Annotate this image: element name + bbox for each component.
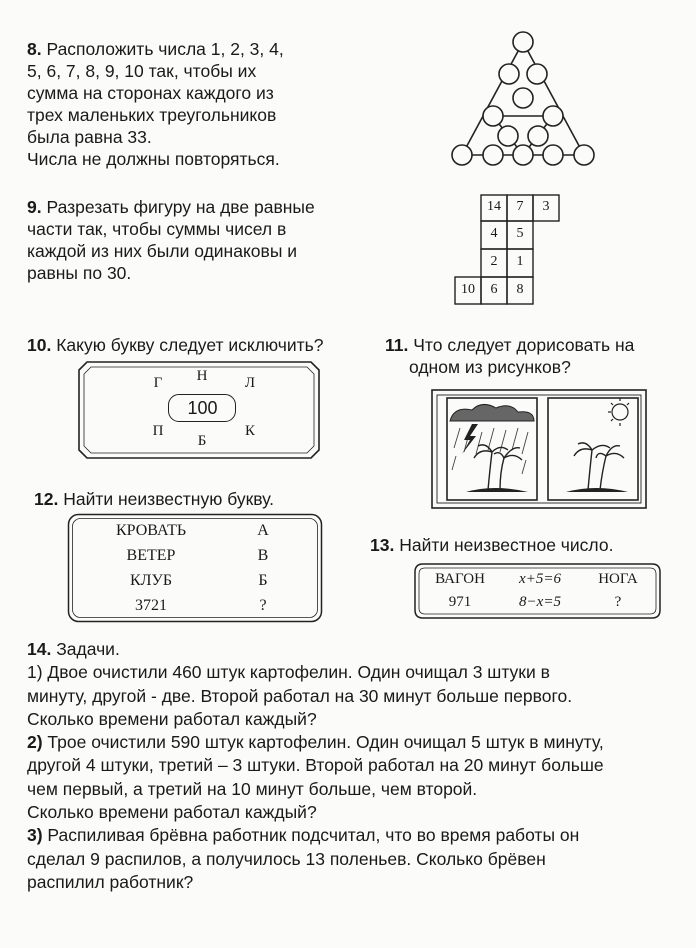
sun-icon xyxy=(608,398,629,426)
equation: x+5=6 xyxy=(519,571,561,587)
task9-line: каждой из них были одинаковы и xyxy=(27,241,298,261)
letters-frame xyxy=(77,360,321,460)
letter: Н xyxy=(196,368,208,384)
problem-3-line: 3) Распиливая брёвна работник подсчитал, что во время работы он xyxy=(27,825,580,846)
problem-2-line: чем первый, а третий на 10 минут больше, чем второй. xyxy=(27,778,478,799)
triangle-circle xyxy=(574,145,594,165)
task11-number: 11. xyxy=(385,335,409,355)
word: ВЕТЕР xyxy=(126,547,176,564)
triangle-circle xyxy=(543,106,563,126)
triangle-circle xyxy=(499,64,519,84)
task11-heading: 11. Что следует дорисовать на одном из рисунков? xyxy=(385,335,635,377)
problem-1-line: 1) Двое очистили 460 штук картофелин. Один очищал 3 штуки в xyxy=(27,662,550,683)
task8-line: Числа не должны повторяться. xyxy=(27,149,280,169)
letter: Л xyxy=(244,375,256,391)
triangle-circle xyxy=(513,145,533,165)
island-icon xyxy=(466,488,528,492)
task8-line: 8. Расположить числа 1, 2, 3, 4, xyxy=(27,39,284,59)
word: КРОВАТЬ xyxy=(115,522,187,539)
task9-line: части так, чтобы суммы чисел в xyxy=(27,219,287,239)
problem-1-line: минуту, другой - две. Второй работал на 30 минут больше первого. xyxy=(27,685,573,706)
grid-cell: 7 xyxy=(516,199,524,214)
triangle-circle xyxy=(528,126,548,146)
task14-text: 14. Задачи. 1) Двое очистили 460 штук картофелин. Один очищал 3 штуки в минуту, другой - две. Второй работал на 30 минут больше первого. Сколько времени работал каждый? 2) Трое очистили 590 штук картофелин. Один очищал 5 штук в минуту, другой 4 штуки, третий – 3 штуки. Второй работал на 20 минут больше чем первый, а третий на 10 минут больше, чем второй. Сколько времени работал каждый? 3) Распиливая брёвна работник подсчитал, что во время работы он сделал 9 распилов, а получилось 13 поленьев. Сколько брёвен распилил работник? xyxy=(27,638,604,894)
triangle-circle xyxy=(513,32,533,52)
problem-2-line: другой 4 штуки, третий – 3 штуки. Второй работал на 20 минут больше xyxy=(27,755,604,776)
task8-line: сумма на сторонах каждого из xyxy=(27,83,274,103)
task10-number: 10. xyxy=(27,335,52,355)
palm-tree-icon xyxy=(574,443,624,490)
letter: А xyxy=(257,522,269,539)
grid-cell: 6 xyxy=(490,282,498,297)
letter: Б xyxy=(258,572,268,589)
puzzle-unknown: ? xyxy=(614,594,622,610)
grid-cell: 5 xyxy=(516,226,524,241)
palm-tree-icon xyxy=(474,445,522,490)
number-puzzle-frame xyxy=(413,562,662,620)
task8-number: 8. xyxy=(27,39,42,59)
task8-line: 5, 6, 7, 8, 9, 10 так, чтобы их xyxy=(27,61,257,81)
grid-cell: 8 xyxy=(516,282,524,297)
task8-line: была равна 33. xyxy=(27,127,152,147)
triangle-circle xyxy=(483,145,503,165)
grid-cell: 1 xyxy=(516,254,524,269)
letter: Г xyxy=(153,375,163,391)
cloud-icon xyxy=(450,404,534,421)
letter: П xyxy=(152,423,164,439)
puzzle-word: ВАГОН xyxy=(435,571,485,587)
triangle-circle xyxy=(513,88,533,108)
triangle-circle xyxy=(452,145,472,165)
problem-3-line: распилил работник? xyxy=(27,871,194,892)
triangle-circle xyxy=(483,106,503,126)
letter: В xyxy=(257,547,269,564)
equation: 8−x=5 xyxy=(519,594,561,610)
task10-heading: 10. Какую букву следует исключить? xyxy=(27,335,324,355)
task8-text xyxy=(27,38,284,170)
problem-3-line: сделал 9 распилов, а получилось 13 поленьев. Сколько брёвен xyxy=(27,848,546,869)
task12-number: 12. xyxy=(34,489,59,509)
task13-number: 13. xyxy=(370,535,395,555)
word: КЛУБ xyxy=(129,572,173,589)
problem-1-line: Сколько времени работал каждый? xyxy=(27,708,317,729)
grid-cell: 14 xyxy=(487,199,501,214)
problem-2-line: 2) Трое очистили 590 штук картофелин. Один очищал 5 штук в минуту, xyxy=(27,732,604,753)
grid-cell: 2 xyxy=(490,254,498,269)
number-grid-figure xyxy=(454,194,574,306)
task9-number: 9. xyxy=(27,197,42,217)
puzzle-word: НОГА xyxy=(598,571,638,587)
grid-cell: 3 xyxy=(542,199,550,214)
task9-line: равны по 30. xyxy=(27,263,132,283)
triangle-circle xyxy=(543,145,563,165)
task14-number: 14. xyxy=(27,639,52,659)
task13-heading: 13. Найти неизвестное число. xyxy=(370,535,614,555)
problem-2-line: Сколько времени работал каждый? xyxy=(27,802,317,823)
task12-heading: 12. Найти неизвестную букву. xyxy=(34,489,275,509)
letter: ? xyxy=(259,597,267,614)
words-letters-frame xyxy=(67,513,323,623)
triangle-circle xyxy=(527,64,547,84)
weather-pictures xyxy=(430,388,648,510)
center-number: 100 xyxy=(187,398,218,418)
island-icon xyxy=(566,488,628,492)
puzzle-number: 971 xyxy=(448,594,472,610)
task9-text xyxy=(27,196,315,284)
grid-cell: 10 xyxy=(461,282,475,297)
grid-cell: 4 xyxy=(490,226,498,241)
triangle-circles-diagram xyxy=(448,28,598,172)
letter: К xyxy=(244,423,255,439)
task9-line: 9. Разрезать фигуру на две равные xyxy=(27,197,315,217)
letter: Б xyxy=(197,433,207,449)
triangle-circle xyxy=(498,126,518,146)
word: 3721 xyxy=(135,597,167,614)
task8-line: трех маленьких треугольников xyxy=(27,105,277,125)
